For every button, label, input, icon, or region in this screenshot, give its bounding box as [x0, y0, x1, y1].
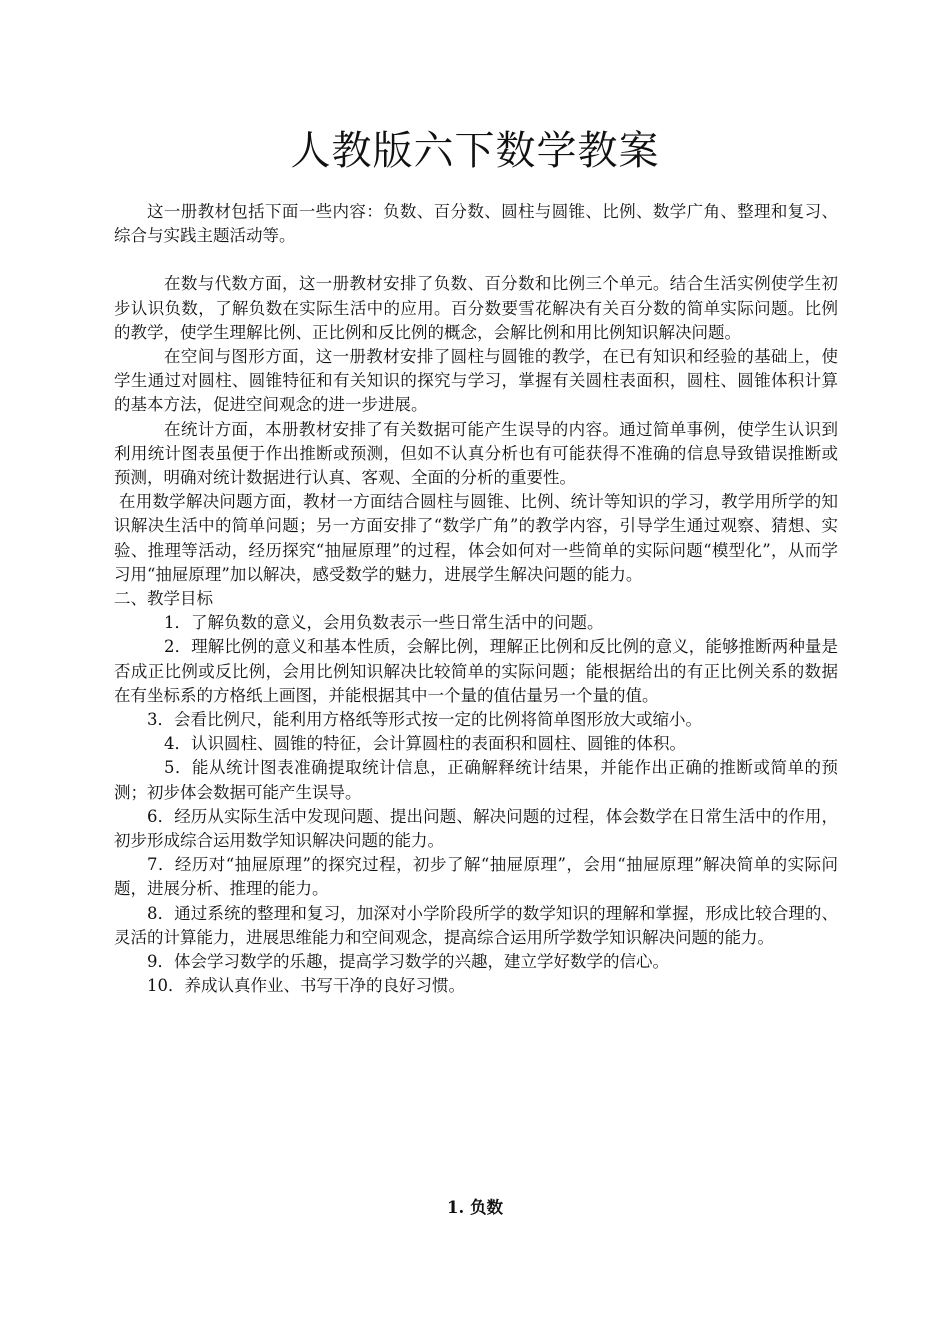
section-heading: 1. 负数 [447, 1198, 503, 1217]
objectives-heading: 二、教学目标 [114, 589, 213, 609]
objective-item: 6．经历从实际生活中发现问题、提出问题、解决问题的过程，体会数学在日常生活中的作用，初步形成综合运用数学知识解决问题的能力。 [114, 806, 838, 851]
document-body [114, 200, 838, 999]
objective-item: 3．会看比例尺，能利用方格纸等形式按一定的比例将简单图形放大或缩小。 [147, 710, 702, 730]
paragraph-spacer [114, 248, 838, 272]
objective-item: 2．理解比例的意义和基本性质，会解比例，理解正比例和反比例的意义，能够推断两种量是否成正比例或反比例，会用比例知识解决比较简单的实际问题；能根据给出的有正比例关系的数据在有坐标系的方格纸上画图，并能根据其中一个量的值估量另一个量的值。 [114, 637, 838, 705]
space-geometry-paragraph: 在空间与图形方面，这一册教材安排了圆柱与圆锥的教学，在已有知识和经验的基础上，使学生通过对圆柱、圆锥特征和有关知识的探究与学习，掌握有关圆柱表面积，圆柱、圆锥体积计算的基本方法，促进空间观念的进一步进展。 [114, 347, 838, 415]
objective-item: 8．通过系统的整理和复习，加深对小学阶段所学的数学知识的理解和掌握，形成比较合理的、灵活的计算能力，进展思维能力和空间观念，提高综合运用所学数学知识解决问题的能力。 [114, 903, 838, 947]
problem-solving-paragraph: 在用数学解决问题方面，教材一方面结合圆柱与圆锥、比例、统计等知识的学习，教学用所学的知识解决生活中的简单问题；另一方面安排了“数学广角”的教学内容，引导学生通过观察、猜想、实验、推理等活动，经历探究“抽屉原理”的过程，体会如何对一些简单的实际问题“模型化”，从而学习用“抽屉原理”加以解决，感受数学的魅力，进展学生解决问题的能力。 [114, 492, 838, 584]
document-title: 人教版六下数学教案 [290, 128, 660, 174]
statistics-paragraph: 在统计方面，本册教材安排了有关数据可能产生误导的内容。通过简单事例，使学生认识到利用统计图表虽便于作出推断或预测，但如不认真分析也有可能获得不准确的信息导致错误推断或预测，明确对统计数据进行认真、客观、全面的分析的重要性。 [114, 419, 838, 488]
objective-item: 9．体会学习数学的乐趣，提高学习数学的兴趣，建立学好数学的信心。 [147, 952, 669, 972]
objective-item: 5．能从统计图表准确提取统计信息，正确解释统计结果，并能作出正确的推断或简单的预测；初步体会数据可能产生误导。 [114, 758, 838, 802]
objective-item: 1．了解负数的意义，会用负数表示一些日常生活中的问题。 [164, 613, 604, 633]
intro-paragraph: 这一册教材包括下面一些内容：负数、百分数、圆柱与圆锥、比例、数学广角、整理和复习、综合与实践主题活动等。 [114, 202, 838, 246]
objective-item: 7．经历对“抽屉原理”的探究过程，初步了解“抽屉原理”，会用“抽屉原理”解决简单的实际问题，进展分析、推理的能力。 [114, 855, 838, 899]
number-algebra-paragraph: 在数与代数方面，这一册教材安排了负数、百分数和比例三个单元。结合生活实例使学生初步认识负数，了解负数在实际生活中的应用。百分数要雪花解决有关百分数的简单实际问题。比例的教学，使学生理解比例、正比例和反比例的概念，会解比例和用比例知识解决问题。 [114, 274, 838, 342]
objective-item: 10．养成认真作业、书写干净的良好习惯。 [147, 976, 465, 996]
objective-item: 4．认识圆柱、圆锥的特征，会计算圆柱的表面积和圆柱、圆锥的体积。 [164, 734, 686, 754]
